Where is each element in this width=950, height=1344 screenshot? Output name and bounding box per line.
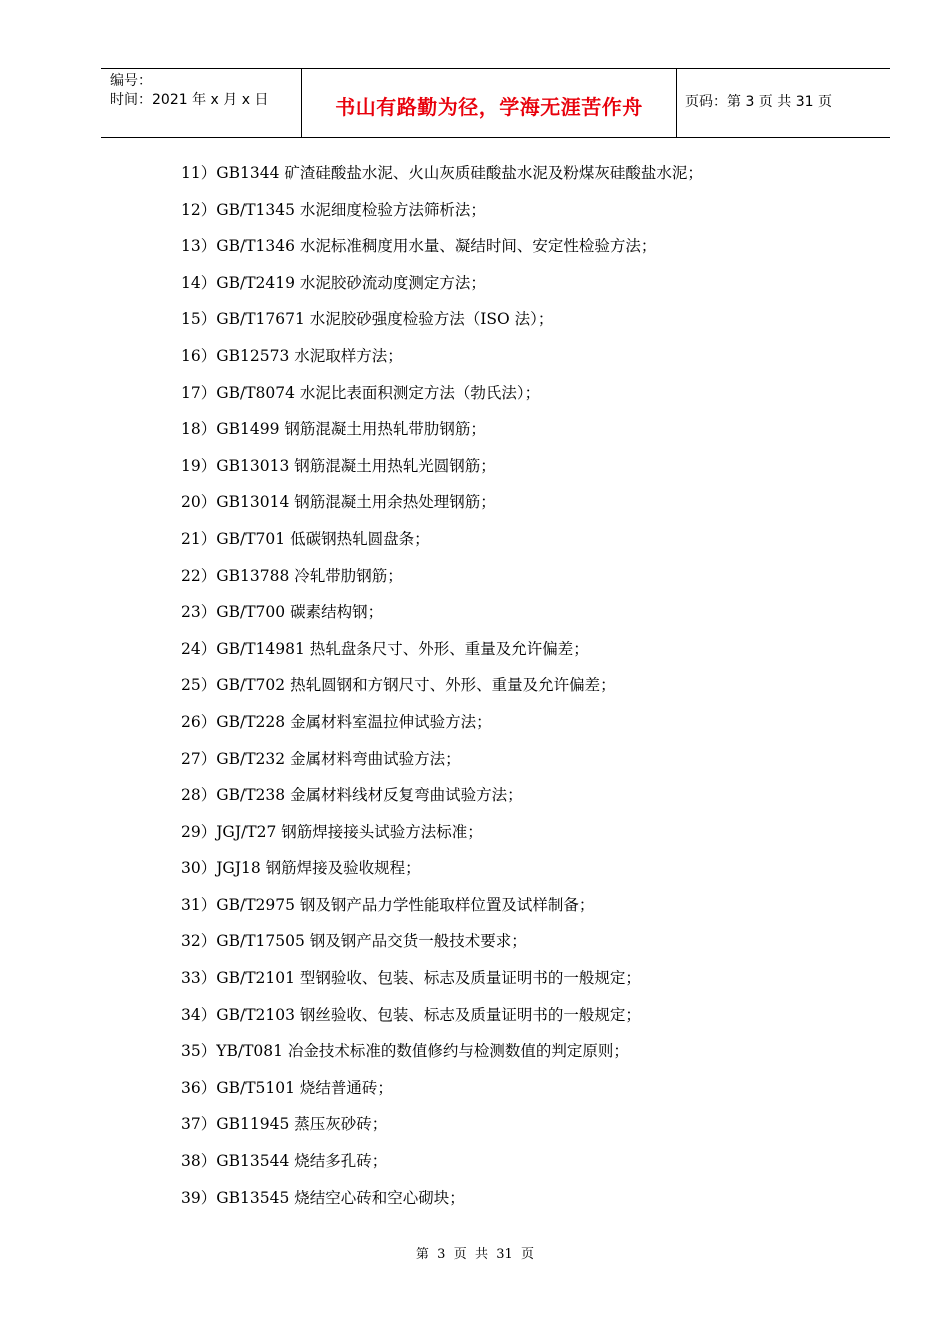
list-item: 14）GB/T2419 水泥胶砂流动度测定方法； xyxy=(181,273,486,292)
list-item: 37）GB11945 蒸压灰砂砖； xyxy=(181,1115,388,1134)
list-item: 29）JGJ/T27 钢筋焊接接头试验方法标准； xyxy=(181,822,483,841)
code-label: 编号： xyxy=(110,73,152,89)
list-item: 18）GB1499 钢筋混凝土用热轧带肋钢筋； xyxy=(181,420,486,439)
list-item: 39）GB13545 烧结空心砖和空心砌块； xyxy=(181,1188,465,1207)
list-item: 38）GB13544 烧结多孔砖； xyxy=(181,1152,388,1171)
page-code: 页码：第 3 页 共 31 页 xyxy=(685,94,832,110)
header-meta-cell xyxy=(101,69,302,137)
list-item: 30）JGJ18 钢筋焊接及验收规程； xyxy=(181,859,421,878)
motto: 书山有路勤为径，学海无涯苦作舟 xyxy=(335,95,643,119)
page-footer: 第 3 页 共 31 页 xyxy=(415,1247,535,1262)
list-item: 24）GB/T14981 热轧盘条尺寸、外形、重量及允许偏差； xyxy=(181,639,589,658)
list-item: 28）GB/T238 金属材料线材反复弯曲试验方法； xyxy=(181,786,523,805)
list-item: 27）GB/T232 金属材料弯曲试验方法； xyxy=(181,749,461,768)
list-item: 21）GB/T701 低碳钢热轧圆盘条； xyxy=(181,529,430,548)
list-item: 32）GB/T17505 钢及钢产品交货一般技术要求； xyxy=(181,932,527,951)
list-item: 16）GB12573 水泥取样方法； xyxy=(181,346,403,365)
list-item: 22）GB13788 冷轧带肋钢筋； xyxy=(181,566,403,585)
standards-list xyxy=(181,160,703,1221)
list-item: 19）GB13013 钢筋混凝土用热轧光圆钢筋； xyxy=(181,456,496,475)
list-item: 17）GB/T8074 水泥比表面积测定方法（勃氏法）； xyxy=(181,383,541,402)
page-header xyxy=(101,68,890,138)
time-label: 时间：2021 年 x 月 x 日 xyxy=(110,92,269,108)
list-item: 36）GB/T5101 烧结普通砖； xyxy=(181,1078,393,1097)
header-motto-cell xyxy=(302,69,677,137)
list-item: 35）YB/T081 冶金技术标准的数值修约与检测数值的判定原则； xyxy=(181,1042,629,1061)
list-item: 15）GB/T17671 水泥胶砂强度检验方法（ISO 法）； xyxy=(181,310,554,329)
list-item: 12）GB/T1345 水泥细度检验方法筛析法； xyxy=(181,200,486,219)
list-item: 31）GB/T2975 钢及钢产品力学性能取样位置及试样制备； xyxy=(181,895,595,914)
header-page-cell xyxy=(677,69,890,137)
list-item: 26）GB/T228 金属材料室温拉伸试验方法； xyxy=(181,712,492,731)
list-item: 33）GB/T2101 型钢验收、包装、标志及质量证明书的一般规定； xyxy=(181,969,641,988)
list-item: 20）GB13014 钢筋混凝土用余热处理钢筋； xyxy=(181,493,496,512)
list-item: 23）GB/T700 碳素结构钢； xyxy=(181,603,384,622)
list-item: 25）GB/T702 热轧圆钢和方钢尺寸、外形、重量及允许偏差； xyxy=(181,676,616,695)
list-item: 34）GB/T2103 钢丝验收、包装、标志及质量证明书的一般规定； xyxy=(181,1005,641,1024)
list-item: 13）GB/T1346 水泥标准稠度用水量、凝结时间、安定性检验方法； xyxy=(181,237,657,256)
list-item: 11）GB1344 矿渣硅酸盐水泥、火山灰质硅酸盐水泥及粉煤灰硅酸盐水泥； xyxy=(181,164,703,182)
